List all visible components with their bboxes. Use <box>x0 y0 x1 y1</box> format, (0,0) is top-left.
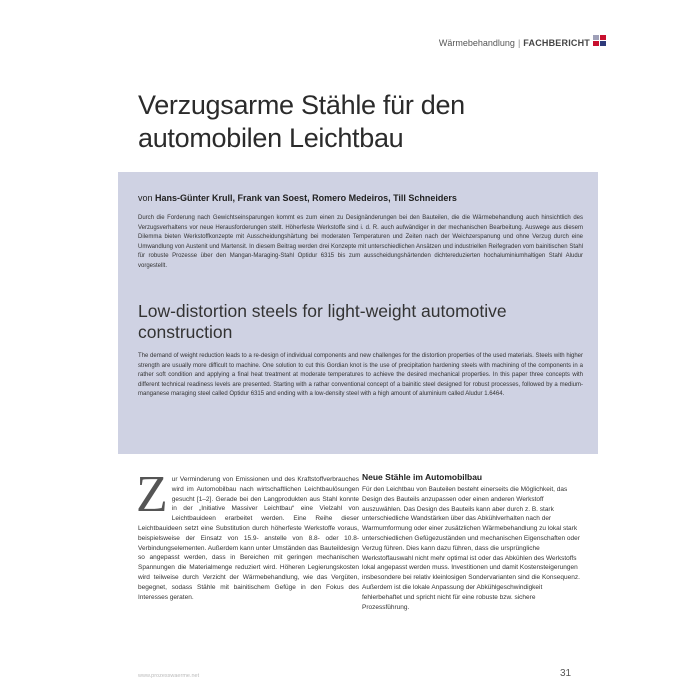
abstract-german: Durch die Forderung nach Gewichtseinsparungen kommt es zum einen zu Designänderungen bei den Bauteilen, die die Wärmebehandlung auch hinsichtlich des Verzugsverhaltens vor neue Herausforderungen stellt. Höherfeste Werkstoffe sind i. d. R. auch aufwändiger in der mechanischen Bearbeitung. Auswege aus diesem Dilemma bieten Werkstoffkonzepte mit Ausscheidungshärtung bei moderaten Temperaturen und Zeiten nach der Weichzerspanung und ohne Verzug durch eine Umwandlung von Austenit und Martensit. In diesem Beitrag werden drei Konzepte mit unterschiedlichen Ansätzen und industriellen Reifegraden vom bainitischen Stahl für robuste Prozesse über den Mangan-Maraging-Stahl Optidur 6315 bis zum ausscheidungshärtenden dichtereduzierten hochaluminiumhaltigen Stahl Aludur vorgestellt. <box>138 215 583 269</box>
logo-square-3 <box>593 41 599 46</box>
body-left-text: ur Verminderung von Emissionen und des Kraftstoffverbrauches wird im Automobilbau nach wirtschaftlichen Leichtbaulösungen gesucht [1–2]. Gerade bei den Langprodukten aus Stahl konnte in der „Initiative Massiver Leichtbau“ eine Vielzahl von Leichtbauideen erarbeitet werden. Eine Reihe dieser Leichtbauideen setzt eine Substitution durch höherfeste Werkstoffe voraus, beispielsweise der Einsatz von 15.9- anstelle von 8.8- oder 10.8-Verbindungselementen. Außerdem kann unter Umständen das Bauteildesign so angepasst werden, dass in Bereichen mit geringen mechanischen Spannungen die Materialmenge reduziert wird. Höheren Legierungskosten wird teilweise durch Verzicht der Wärmebehandlung, wie das Vergüten, begegnet, sodass Stähle mit bainitischem Gefüge in den Fokus des Interesses geraten. <box>138 476 359 601</box>
header-separator: | <box>517 38 521 48</box>
logo-square-4 <box>600 41 606 46</box>
footer-url: www.prozesswaerme.net <box>138 673 200 679</box>
header-section-right: FACHBERICHT <box>523 38 590 48</box>
running-header <box>439 38 590 48</box>
authors-prefix: von <box>138 193 153 203</box>
logo-square-1 <box>593 35 599 40</box>
abstract-english: The demand of weight reduction leads to a re-design of individual components and new challenges for the distortion properties of the used materials. Steels with higher strength are usually more difficult to machine. One solution to cut this Gordian knot is the use of precipitation hardening steels with machining of the components in a rather soft condition and applying a final heat treatment at moderate temperatures to achieve the desired mechanical properties. In this paper three concepts with different technical readiness levels are presented. Starting with a rathar conventional concept of a bainitic steel designed for robust processes, followed by a medium-manganese maraging steel called Optidur 6315 and ending with a low-density steel with a high amount of aluminium called Aludur 1.6464. <box>138 353 583 398</box>
english-title: Low-distortion steels for light-weight automotive construction <box>138 301 507 342</box>
body-column-left <box>136 466 359 602</box>
drop-cap: Z <box>136 466 168 523</box>
four-square-logo-icon <box>593 35 607 47</box>
logo-square-2 <box>600 35 606 40</box>
page-number: 31 <box>560 668 572 679</box>
body-column-right <box>362 472 583 612</box>
authors-names: Hans-Günter Krull, Frank van Soest, Romero Medeiros, Till Schneiders <box>155 193 457 203</box>
header-section-left: Wärmebehandlung <box>438 38 515 48</box>
body-right-text: Für den Leichtbau von Bauteilen besteht einerseits die Möglichkeit, das Design des Bauteils anzupassen oder einen anderen Werkstoff auszuwählen. Das Design des Bauteils kann aber durch z. B. stark unterschiedliche Wandstärken über das Abkühlverhalten nach der Warmumformung oder einer zusätzlichen Wärmebehandlung zu lokal stark unterschiedlichen Gefügezuständen und mechanischen Eigenschaften oder Verzug führen. Dies kann dazu führen, dass die ursprüngliche Werkstoffauswahl nicht mehr optimal ist oder das Abkühlen des Werkstoffs lokal angepasst werden muss. Investitionen und damit Kostensteigerungen insbesondere bei relativ kleinlosigen Sondervarianten sind die Konsequenz. Außerdem ist die lokale Anpassung der Abkühlgeschwindigkeit fehlerbehaftet und spricht nicht für eine robuste bzw. sichere Prozessführung. <box>362 486 580 611</box>
section-heading: Neue Stähle im Automobilbau <box>362 472 483 482</box>
article-title: Verzugsarme Stähle für den automobilen Leichtbau <box>138 90 465 153</box>
article-authors <box>138 193 583 203</box>
